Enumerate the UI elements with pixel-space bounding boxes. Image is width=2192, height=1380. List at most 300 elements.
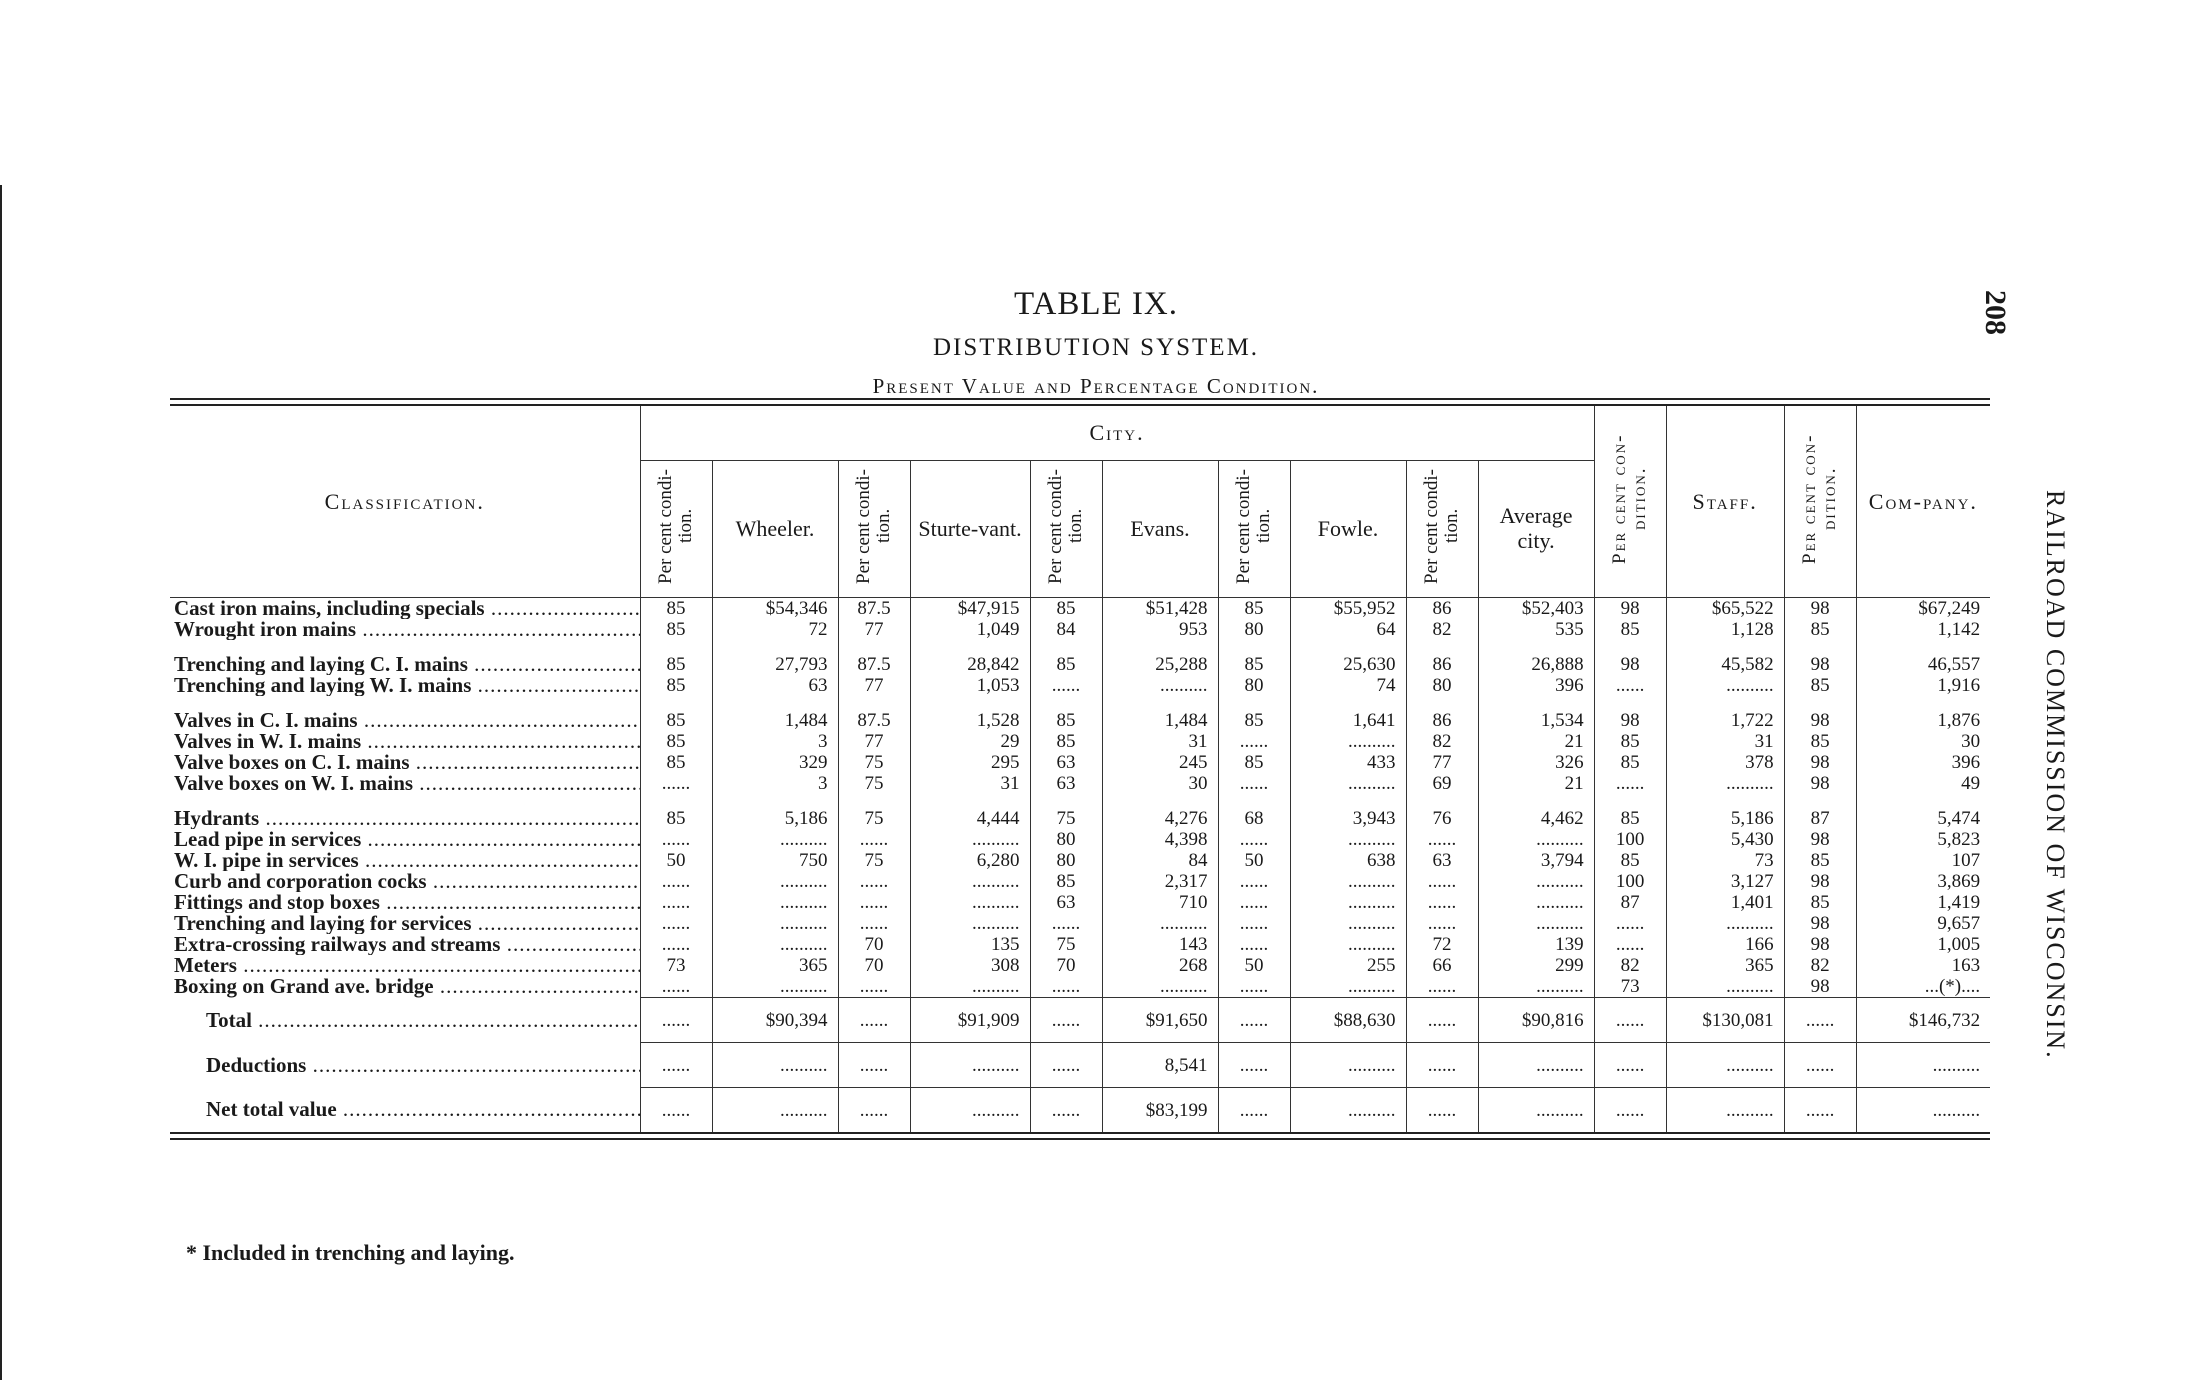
- value-cell: 433: [1290, 752, 1406, 773]
- value-cell: 953: [1102, 619, 1218, 640]
- value-cell: 8,541: [1102, 1043, 1218, 1088]
- value-cell: ..........: [712, 892, 838, 913]
- value-cell: 1,142: [1856, 619, 1990, 640]
- value-cell: ..........: [1666, 1043, 1784, 1088]
- percent-cell: ......: [640, 1088, 712, 1133]
- percent-cell: 85: [1594, 752, 1666, 773]
- percent-cell: 76: [1406, 808, 1478, 829]
- value-cell: $130,081: [1666, 998, 1784, 1043]
- percent-cell: ......: [640, 871, 712, 892]
- table-row: [170, 850, 1990, 871]
- percent-cell: 77: [1406, 752, 1478, 773]
- percent-cell: 85: [1594, 731, 1666, 752]
- bottom-double-rule: [170, 1132, 1990, 1140]
- value-cell: 30: [1102, 773, 1218, 794]
- percent-cell: ......: [838, 829, 910, 850]
- percent-cell: ......: [1218, 1043, 1290, 1088]
- percent-cell: 50: [1218, 850, 1290, 871]
- percent-cell: 98: [1784, 710, 1856, 731]
- percent-cell: ......: [1030, 675, 1102, 696]
- table-row: [170, 829, 1990, 850]
- percent-cell: ......: [1030, 913, 1102, 934]
- value-cell: 28,842: [910, 654, 1030, 675]
- value-cell: $90,816: [1478, 998, 1594, 1043]
- value-cell: ..........: [1290, 913, 1406, 934]
- percent-cell: 63: [1030, 773, 1102, 794]
- table-row: [170, 752, 1990, 773]
- percent-cell: 85: [1030, 598, 1102, 620]
- value-cell: ..........: [1666, 913, 1784, 934]
- percent-cell: ......: [1218, 1088, 1290, 1133]
- percent-cell: ......: [838, 1088, 910, 1133]
- staff-header: Staff.: [1666, 406, 1784, 598]
- value-cell: ..........: [1478, 829, 1594, 850]
- row-label: Valves in C. I. mains .....: [170, 710, 640, 731]
- value-cell: 365: [712, 955, 838, 976]
- value-cell: 3,794: [1478, 850, 1594, 871]
- value-cell: $51,428: [1102, 598, 1218, 620]
- value-cell: 1,053: [910, 675, 1030, 696]
- percent-cell: 77: [838, 731, 910, 752]
- value-cell: $52,403: [1478, 598, 1594, 620]
- value-cell: $65,522: [1666, 598, 1784, 620]
- row-label: W. I. pipe in services .....: [170, 850, 640, 871]
- value-cell: 166: [1666, 934, 1784, 955]
- value-cell: 107: [1856, 850, 1990, 871]
- percent-cell: 85: [640, 675, 712, 696]
- percent-cell: ......: [1594, 1043, 1666, 1088]
- value-cell: 1,005: [1856, 934, 1990, 955]
- value-cell: ..........: [712, 871, 838, 892]
- value-cell: ..........: [1290, 976, 1406, 998]
- value-cell: ..........: [1666, 976, 1784, 998]
- percent-cell: ......: [1406, 871, 1478, 892]
- value-cell: ..........: [1478, 976, 1594, 998]
- value-cell: 308: [910, 955, 1030, 976]
- staff-pct-header: Per cent con-dition.: [1594, 406, 1666, 598]
- percent-cell: 80: [1218, 619, 1290, 640]
- percent-cell: 63: [1030, 892, 1102, 913]
- value-cell: 64: [1290, 619, 1406, 640]
- percent-cell: 85: [1594, 850, 1666, 871]
- value-cell: 25,630: [1290, 654, 1406, 675]
- percent-cell: 73: [1594, 976, 1666, 998]
- percent-cell: ......: [838, 998, 910, 1043]
- table-row: [170, 913, 1990, 934]
- percent-cell: ......: [1406, 892, 1478, 913]
- value-cell: 2,317: [1102, 871, 1218, 892]
- value-cell: $90,394: [712, 998, 838, 1043]
- value-cell: 1,401: [1666, 892, 1784, 913]
- percent-cell: 68: [1218, 808, 1290, 829]
- average-city-header: Average city.: [1478, 461, 1594, 598]
- percent-cell: 85: [640, 619, 712, 640]
- table-title: TABLE IX.: [1014, 286, 1178, 322]
- table-row: [170, 598, 1990, 620]
- value-cell: ..........: [910, 913, 1030, 934]
- value-cell: 84: [1102, 850, 1218, 871]
- value-cell: ..........: [712, 934, 838, 955]
- value-cell: 299: [1478, 955, 1594, 976]
- value-cell: 295: [910, 752, 1030, 773]
- percent-cell: 82: [1406, 731, 1478, 752]
- percent-cell: 86: [1406, 710, 1478, 731]
- percent-cell: 85: [1594, 808, 1666, 829]
- value-cell: ..........: [1290, 871, 1406, 892]
- value-cell: 31: [1666, 731, 1784, 752]
- percent-cell: ......: [1030, 1088, 1102, 1133]
- value-cell: ..........: [1666, 773, 1784, 794]
- percent-cell: ......: [838, 871, 910, 892]
- value-cell: 31: [1102, 731, 1218, 752]
- percent-cell: 70: [1030, 955, 1102, 976]
- value-cell: 750: [712, 850, 838, 871]
- percent-cell: ......: [1218, 829, 1290, 850]
- percent-cell: 85: [1784, 619, 1856, 640]
- percent-cell: 70: [838, 934, 910, 955]
- value-cell: ..........: [712, 913, 838, 934]
- value-cell: 638: [1290, 850, 1406, 871]
- value-cell: 26,888: [1478, 654, 1594, 675]
- value-cell: 535: [1478, 619, 1594, 640]
- percent-cell: ......: [838, 913, 910, 934]
- percent-cell: 85: [640, 598, 712, 620]
- table-row: [170, 654, 1990, 675]
- running-head: RAILROAD COMMISSION OF WISCONSIN.: [2041, 490, 2070, 1060]
- percent-cell: ......: [838, 976, 910, 998]
- percent-cell: ......: [1218, 913, 1290, 934]
- value-cell: 4,462: [1478, 808, 1594, 829]
- percent-cell: 75: [1030, 934, 1102, 955]
- percent-cell: 50: [1218, 955, 1290, 976]
- value-cell: 3: [712, 731, 838, 752]
- value-cell: 1,528: [910, 710, 1030, 731]
- percent-cell: 100: [1594, 871, 1666, 892]
- percent-cell: 85: [1030, 654, 1102, 675]
- value-cell: 5,823: [1856, 829, 1990, 850]
- value-cell: ..........: [1478, 1043, 1594, 1088]
- value-cell: 73: [1666, 850, 1784, 871]
- percent-cell: 75: [838, 850, 910, 871]
- percent-cell: 87.5: [838, 654, 910, 675]
- percent-cell: 98: [1594, 710, 1666, 731]
- percent-cell: 85: [640, 808, 712, 829]
- table-row: [170, 675, 1990, 696]
- percent-cell: 75: [1030, 808, 1102, 829]
- table-row: [170, 731, 1990, 752]
- row-label: Trenching and laying W. I. mains .....: [170, 675, 640, 696]
- value-cell: 139: [1478, 934, 1594, 955]
- value-cell: 396: [1856, 752, 1990, 773]
- value-cell: 268: [1102, 955, 1218, 976]
- value-cell: 21: [1478, 731, 1594, 752]
- group-spacer: [170, 696, 1990, 710]
- value-cell: 9,657: [1856, 913, 1990, 934]
- classification-header: Classification.: [170, 406, 640, 598]
- value-cell: ..........: [910, 1043, 1030, 1088]
- percent-cell: ......: [1030, 976, 1102, 998]
- value-cell: 5,430: [1666, 829, 1784, 850]
- percent-cell: 70: [838, 955, 910, 976]
- fowle-pct-header: Per cent condi-tion.: [1218, 461, 1290, 598]
- value-cell: ..........: [1290, 773, 1406, 794]
- table-row: [170, 773, 1990, 794]
- sturtevant-header: Sturte-vant.: [910, 461, 1030, 598]
- value-cell: 1,049: [910, 619, 1030, 640]
- value-cell: 3,127: [1666, 871, 1784, 892]
- value-cell: ..........: [712, 976, 838, 998]
- fowle-header: Fowle.: [1290, 461, 1406, 598]
- value-cell: ..........: [1856, 1088, 1990, 1133]
- row-label: Fittings and stop boxes .....: [170, 892, 640, 913]
- percent-cell: 85: [1030, 871, 1102, 892]
- value-cell: 29: [910, 731, 1030, 752]
- table-row: [170, 619, 1990, 640]
- percent-cell: ......: [1784, 1043, 1856, 1088]
- value-cell: ..........: [1666, 675, 1784, 696]
- value-cell: ..........: [1102, 913, 1218, 934]
- value-cell: 31: [910, 773, 1030, 794]
- table-row: [170, 976, 1990, 998]
- percent-cell: 80: [1030, 850, 1102, 871]
- value-cell: ..........: [1478, 913, 1594, 934]
- value-cell: 329: [712, 752, 838, 773]
- percent-cell: 85: [640, 710, 712, 731]
- value-cell: 6,280: [910, 850, 1030, 871]
- percent-cell: ......: [1784, 1088, 1856, 1133]
- value-cell: ..........: [910, 892, 1030, 913]
- value-cell: 1,916: [1856, 675, 1990, 696]
- percent-cell: ......: [640, 913, 712, 934]
- percent-cell: ......: [1030, 1043, 1102, 1088]
- value-cell: $88,630: [1290, 998, 1406, 1043]
- percent-cell: ......: [1594, 913, 1666, 934]
- percent-cell: 85: [1594, 619, 1666, 640]
- percent-cell: ......: [640, 773, 712, 794]
- value-cell: 135: [910, 934, 1030, 955]
- value-cell: 74: [1290, 675, 1406, 696]
- value-cell: 365: [1666, 955, 1784, 976]
- percent-cell: 85: [1218, 654, 1290, 675]
- row-label: Deductions .....: [170, 1043, 640, 1088]
- percent-cell: 98: [1594, 654, 1666, 675]
- percent-cell: ......: [1218, 892, 1290, 913]
- value-cell: ..........: [1666, 1088, 1784, 1133]
- row-label: Meters .....: [170, 955, 640, 976]
- value-cell: 5,186: [1666, 808, 1784, 829]
- group-spacer: [170, 640, 1990, 654]
- percent-cell: 77: [838, 675, 910, 696]
- percent-cell: 85: [1030, 731, 1102, 752]
- row-label: Extra-crossing railways and streams .....: [170, 934, 640, 955]
- value-cell: 3,943: [1290, 808, 1406, 829]
- percent-cell: 85: [640, 752, 712, 773]
- value-cell: ..........: [1290, 1043, 1406, 1088]
- table-row: [170, 871, 1990, 892]
- value-cell: 1,534: [1478, 710, 1594, 731]
- value-cell: $67,249: [1856, 598, 1990, 620]
- percent-cell: ......: [1406, 976, 1478, 998]
- table-row: [170, 710, 1990, 731]
- value-cell: 5,474: [1856, 808, 1990, 829]
- percent-cell: 98: [1784, 871, 1856, 892]
- table-row: [170, 892, 1990, 913]
- percent-cell: ......: [640, 1043, 712, 1088]
- percent-cell: 86: [1406, 598, 1478, 620]
- value-cell: ..........: [1102, 976, 1218, 998]
- percent-cell: 63: [1030, 752, 1102, 773]
- value-cell: 396: [1478, 675, 1594, 696]
- value-cell: 4,276: [1102, 808, 1218, 829]
- percent-cell: 82: [1406, 619, 1478, 640]
- table-caption: Present Value and Percentage Condition.: [872, 374, 1320, 398]
- percent-cell: 75: [838, 773, 910, 794]
- percent-cell: ......: [640, 934, 712, 955]
- total-row: [170, 1043, 1990, 1088]
- page-edge-line: [0, 185, 2, 1380]
- row-label: Boxing on Grand ave. bridge .....: [170, 976, 640, 998]
- row-label: Lead pipe in services .....: [170, 829, 640, 850]
- value-cell: ..........: [910, 1088, 1030, 1133]
- percent-cell: ......: [1784, 998, 1856, 1043]
- value-cell: ..........: [712, 1043, 838, 1088]
- value-cell: 1,484: [1102, 710, 1218, 731]
- percent-cell: 85: [1784, 675, 1856, 696]
- row-label: Total .....: [170, 998, 640, 1043]
- value-cell: 1,128: [1666, 619, 1784, 640]
- value-cell: 3: [712, 773, 838, 794]
- percent-cell: ......: [1594, 998, 1666, 1043]
- row-label: Hydrants .....: [170, 808, 640, 829]
- top-double-rule: [170, 398, 1990, 406]
- row-label: Trenching and laying C. I. mains .....: [170, 654, 640, 675]
- percent-cell: 87.5: [838, 598, 910, 620]
- percent-cell: ......: [1218, 976, 1290, 998]
- percent-cell: ......: [1406, 829, 1478, 850]
- value-cell: 72: [712, 619, 838, 640]
- percent-cell: 98: [1784, 598, 1856, 620]
- value-cell: ..........: [910, 871, 1030, 892]
- value-cell: $83,199: [1102, 1088, 1218, 1133]
- percent-cell: 85: [1218, 598, 1290, 620]
- distribution-table-container: [170, 398, 1990, 1140]
- value-cell: 45,582: [1666, 654, 1784, 675]
- evans-header: Evans.: [1102, 461, 1218, 598]
- percent-cell: ......: [640, 976, 712, 998]
- percent-cell: 75: [838, 752, 910, 773]
- percent-cell: 85: [1030, 710, 1102, 731]
- value-cell: 27,793: [712, 654, 838, 675]
- group-spacer: [170, 794, 1990, 808]
- value-cell: ..........: [1478, 1088, 1594, 1133]
- value-cell: 1,641: [1290, 710, 1406, 731]
- row-label: Valves in W. I. mains .....: [170, 731, 640, 752]
- row-label: Trenching and laying for services .....: [170, 913, 640, 934]
- percent-cell: ......: [1030, 998, 1102, 1043]
- percent-cell: 86: [1406, 654, 1478, 675]
- value-cell: 378: [1666, 752, 1784, 773]
- percent-cell: 72: [1406, 934, 1478, 955]
- value-cell: 255: [1290, 955, 1406, 976]
- percent-cell: 82: [1784, 955, 1856, 976]
- percent-cell: ......: [1594, 773, 1666, 794]
- row-label: Curb and corporation cocks .....: [170, 871, 640, 892]
- percent-cell: 80: [1406, 675, 1478, 696]
- distribution-system-table: [170, 406, 1990, 1132]
- percent-cell: ......: [1218, 871, 1290, 892]
- percent-cell: 98: [1784, 752, 1856, 773]
- percent-cell: 98: [1784, 976, 1856, 998]
- average-pct-header: Per cent condi-tion.: [1406, 461, 1478, 598]
- table-row: [170, 934, 1990, 955]
- value-cell: $146,732: [1856, 998, 1990, 1043]
- percent-cell: 85: [1218, 710, 1290, 731]
- percent-cell: 98: [1784, 654, 1856, 675]
- value-cell: ..........: [1290, 829, 1406, 850]
- value-cell: 1,722: [1666, 710, 1784, 731]
- percent-cell: ......: [838, 1043, 910, 1088]
- total-row: [170, 998, 1990, 1043]
- value-cell: 5,186: [712, 808, 838, 829]
- percent-cell: 85: [1784, 892, 1856, 913]
- value-cell: 25,288: [1102, 654, 1218, 675]
- value-cell: ..........: [1290, 1088, 1406, 1133]
- value-cell: ..........: [910, 829, 1030, 850]
- value-cell: 326: [1478, 752, 1594, 773]
- wheeler-pct-header: Per cent condi-tion.: [640, 461, 712, 598]
- table-row: [170, 808, 1990, 829]
- percent-cell: 82: [1594, 955, 1666, 976]
- percent-cell: 84: [1030, 619, 1102, 640]
- value-cell: 143: [1102, 934, 1218, 955]
- value-cell: 49: [1856, 773, 1990, 794]
- percent-cell: 66: [1406, 955, 1478, 976]
- percent-cell: ......: [1406, 913, 1478, 934]
- footnote: * Included in trenching and laying.: [186, 1240, 515, 1265]
- percent-cell: ......: [1594, 1088, 1666, 1133]
- evans-pct-header: Per cent condi-tion.: [1030, 461, 1102, 598]
- value-cell: 63: [712, 675, 838, 696]
- company-pct-header: Per cent con-dition.: [1784, 406, 1856, 598]
- percent-cell: 85: [640, 731, 712, 752]
- value-cell: 3,869: [1856, 871, 1990, 892]
- percent-cell: 77: [838, 619, 910, 640]
- percent-cell: 98: [1784, 773, 1856, 794]
- percent-cell: ......: [1406, 1088, 1478, 1133]
- value-cell: 21: [1478, 773, 1594, 794]
- percent-cell: 98: [1784, 934, 1856, 955]
- value-cell: ..........: [910, 976, 1030, 998]
- percent-cell: ......: [640, 998, 712, 1043]
- percent-cell: 73: [640, 955, 712, 976]
- percent-cell: 98: [1594, 598, 1666, 620]
- percent-cell: 85: [1784, 850, 1856, 871]
- value-cell: ..........: [1290, 892, 1406, 913]
- table-subtitle: DISTRIBUTION SYSTEM.: [932, 334, 1260, 361]
- table-row: [170, 955, 1990, 976]
- value-cell: ..........: [1478, 871, 1594, 892]
- percent-cell: 80: [1030, 829, 1102, 850]
- percent-cell: ......: [1218, 934, 1290, 955]
- value-cell: $91,650: [1102, 998, 1218, 1043]
- percent-cell: 98: [1784, 913, 1856, 934]
- value-cell: $47,915: [910, 598, 1030, 620]
- value-cell: ..........: [1290, 934, 1406, 955]
- percent-cell: ......: [640, 829, 712, 850]
- value-cell: 245: [1102, 752, 1218, 773]
- row-label: Net total value .....: [170, 1088, 640, 1133]
- table-body: [170, 598, 1990, 1133]
